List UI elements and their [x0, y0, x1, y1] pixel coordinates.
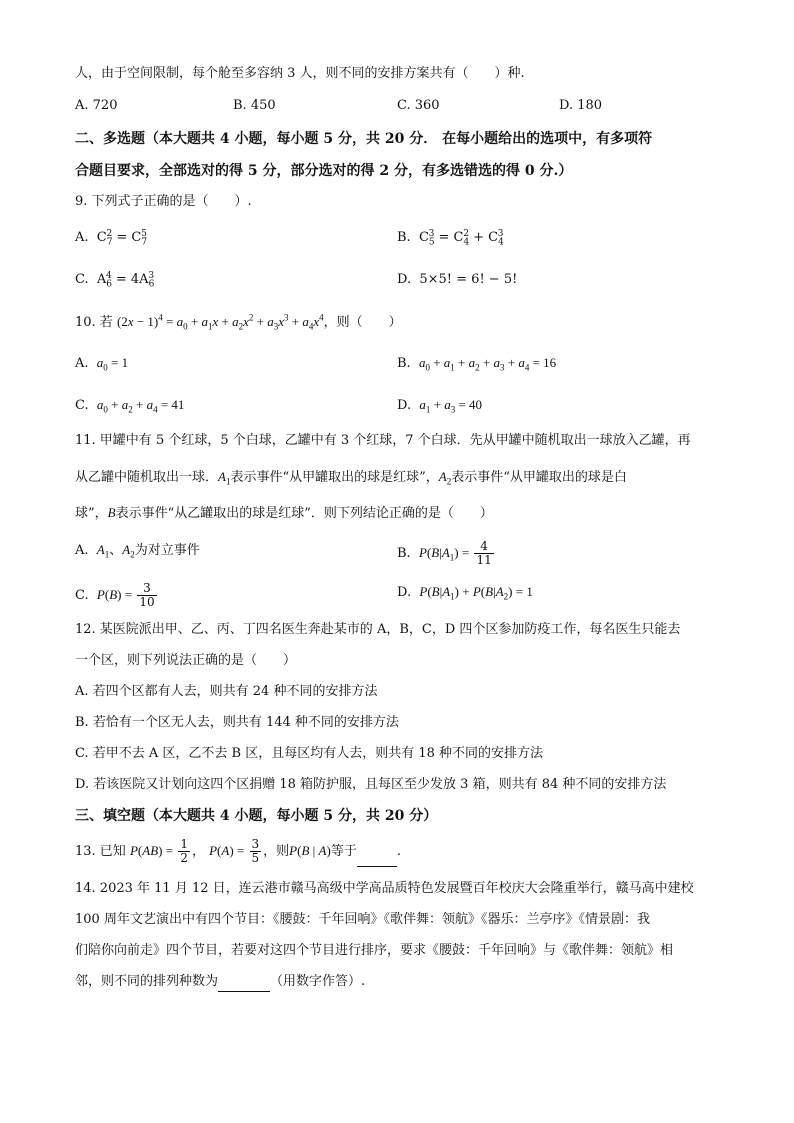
q10-d-label: D.	[397, 398, 412, 413]
q13-mid: ，则	[263, 844, 290, 859]
q11-line1: 11. 甲罐中有 5 个红球，5 个白球，乙罐中有 3 个红球，7 个白球．先从甲罐中随机取出一球放入乙罐，再	[75, 433, 691, 448]
q10-option-b	[397, 353, 556, 374]
q13-pba: P(B | A)	[289, 843, 331, 858]
section2-heading-line1: 二、多选题（本大题共 4 小题，每小题 5 分，共 20 分． 在每小题给出的选项中，有多项符	[75, 131, 653, 147]
q11-a-formula: $A_1$、$A_2$	[96, 542, 135, 560]
q10-d-formula: $a_1 + a_3 = 40$	[419, 397, 483, 415]
q10-suffix: ，则（ ）	[323, 315, 402, 330]
q11-line3	[75, 503, 493, 524]
q11-option-c	[75, 582, 159, 609]
q11-A2: $A_2$	[438, 469, 452, 487]
q10-stem	[75, 312, 402, 333]
q13-tail: 等于	[330, 844, 357, 859]
q9-a-label: A.	[75, 230, 89, 245]
q11-line2	[75, 467, 627, 488]
q10-prefix: 10. 若	[75, 315, 113, 330]
q13-fraction-1	[178, 838, 190, 865]
q13-answer-blank	[357, 852, 397, 867]
q9-b-formula: $C_5^3 = C_4^2 + C_4^3$	[418, 228, 504, 248]
q9-stem: 9. 下列式子正确的是（ ）.	[75, 194, 252, 209]
q10-a-formula: $a_0 = 1$	[96, 355, 129, 373]
q13-pab: P(AB) =	[129, 843, 177, 858]
q10-option-d	[397, 395, 482, 416]
q14-line4	[75, 972, 365, 992]
q11-c-label: C.	[75, 588, 89, 603]
q9-a-formula: $C_7^2 = C_7^5$	[96, 228, 148, 248]
q8-option-d: D. 180	[559, 98, 603, 113]
q11-B: B	[107, 505, 116, 520]
q14-line1: 14. 2023 年 11 月 12 日，连云港市赣马高级中学高品质特色发展暨百年校庆大会隆重举行，赣马高中建校	[75, 881, 694, 896]
q14-line2: 100 周年文艺演出中有四个节目：《腰鼓：千年回响》《歌伴舞：领航》《器乐：兰亭序》《情景剧：我	[75, 912, 650, 927]
q10-equation: $(2x - 1)^4 = a_0 + a_1x + a_2x^2 + a_3x^3 + a_4x^4$	[116, 312, 324, 332]
q13-prefix: 13. 已知	[75, 844, 126, 859]
q11-d-value: 1	[526, 584, 533, 599]
q9-d-label: D.	[397, 272, 412, 287]
q11-line3-part1: 球”，	[75, 506, 108, 521]
q12-option-a: A. 若四个区都有人去，则共有 24 种不同的安排方法	[75, 684, 378, 699]
q9-c-formula: $A_6^4 = 4A_6^3$	[96, 270, 155, 290]
q13-f1-numerator: 1	[180, 837, 188, 851]
q12-line1: 12. 某医院派出甲、乙、丙、丁四名医生奔赴某市的 A，B，C，D 四个区参加防疫工作，每名医生只能去	[75, 622, 681, 637]
q11-b-formula: $P(B|A_1)$ =	[418, 545, 473, 563]
q9-option-c	[75, 270, 154, 290]
q11-d-label: D.	[397, 585, 412, 600]
q11-option-a	[75, 540, 200, 561]
q11-b-numerator: 4	[474, 540, 493, 554]
q11-line2-part1: 从乙罐中随机取出一球．	[75, 470, 219, 485]
q9-option-b	[397, 228, 504, 248]
q8-option-b: B. 450	[233, 98, 276, 113]
q10-c-label: C.	[75, 398, 89, 413]
q9-c-label: C.	[75, 272, 89, 287]
q12-option-c: C. 若甲不去 A 区，乙不去 B 区，且每区均有人去，则共有 18 种不同的安排方法	[75, 746, 544, 761]
q11-option-d	[397, 582, 533, 603]
q10-d-value: 40	[469, 397, 483, 412]
q11-c-numerator: 3	[137, 582, 156, 596]
q8-option-c: C. 360	[397, 98, 440, 113]
q11-A1: $A_1$	[218, 469, 231, 487]
q10-b-value: 16	[543, 355, 557, 370]
q14-line4-part2: （用数字作答）.	[270, 974, 366, 989]
q13-f1-denominator: 2	[180, 851, 188, 865]
q13-pa: P(A) =	[209, 843, 248, 858]
q10-b-label: B.	[397, 356, 411, 371]
q14-line3: 们陪你向前走》四个节目，若要对这四个节目进行排序，要求《腰鼓：千年回响》与《歌伴舞：领航》相	[75, 943, 674, 958]
q9-option-a	[75, 228, 147, 248]
q9-b-label: B.	[397, 230, 411, 245]
section2-heading-line2: 合题目要求，全部选对的得 5 分，部分选对的得 2 分，有多选错选的得 0 分.）	[75, 163, 573, 179]
q11-c-fraction	[137, 582, 156, 609]
q11-line3-part2: 表示事件“从乙罐取出的球是红球”．则下列结论正确的是（ ）	[115, 506, 493, 521]
q10-c-value: 41	[171, 397, 185, 412]
q9-d-formula: 5×5! = 6! − 5!	[419, 272, 518, 287]
q11-line2-part3: 表示事件“从甲罐取出的球是白	[451, 470, 627, 485]
q13-f2-denominator: 5	[251, 851, 260, 865]
q8-text: 人，由于空间限制，每个舱至多容纳 3 人，则不同的安排方案共有（ ）种.	[75, 66, 525, 81]
q11-option-b	[397, 540, 496, 567]
q11-c-denominator: 10	[139, 595, 155, 609]
q11-a-tail: 为对立事件	[134, 543, 200, 558]
q11-line2-part2: 表示事件“从甲罐取出的球是红球”，	[230, 470, 439, 485]
q12-line2: 一个区，则下列说法正确的是（ ）	[75, 653, 297, 668]
q13-fraction-2	[250, 838, 262, 865]
q11-a-label: A.	[75, 543, 89, 558]
q14-line4-part1: 邻，则不同的排列种数为	[75, 974, 219, 989]
q11-b-fraction	[474, 540, 493, 567]
q11-b-label: B.	[397, 546, 411, 561]
q12-option-d: D. 若该医院又计划向这四个区捐赠 18 箱防护服，且每区至少发放 3 箱，则共有 84 种不同的安排方法	[75, 777, 667, 792]
q10-a-label: A.	[75, 356, 89, 371]
q10-b-formula: $a_0 + a_1 + a_2 + a_3 + a_4 = 16$	[418, 355, 557, 373]
section3-heading: 三、填空题（本大题共 4 小题，每小题 5 分，共 20 分）	[75, 808, 438, 824]
q10-option-c	[75, 395, 184, 416]
q10-c-formula: $a_0 + a_2 + a_4 = 41$	[96, 397, 185, 415]
q13-end: .	[396, 844, 401, 859]
q13-stem: 13. 已知 P(AB) = $\frac{1}{2}$ ， P(A) = $\frac{3}{5}$ ，则P(B | A)等于 .	[75, 837, 401, 865]
q12-option-b: B. 若恰有一个区无人去，则共有 144 种不同的安排方法	[75, 715, 399, 730]
q11-d-formula: $P(B|A_1) + P(B|A_2) = 1$	[419, 584, 533, 602]
q8-option-a: A. 720	[75, 98, 118, 113]
q11-b-denominator: 11	[476, 553, 492, 567]
q14-answer-blank	[218, 977, 270, 992]
q9-option-d	[397, 270, 517, 290]
q10-option-a	[75, 353, 128, 374]
q11-c-formula: P(B) =	[96, 587, 136, 602]
q13-f2-numerator: 3	[251, 837, 260, 851]
